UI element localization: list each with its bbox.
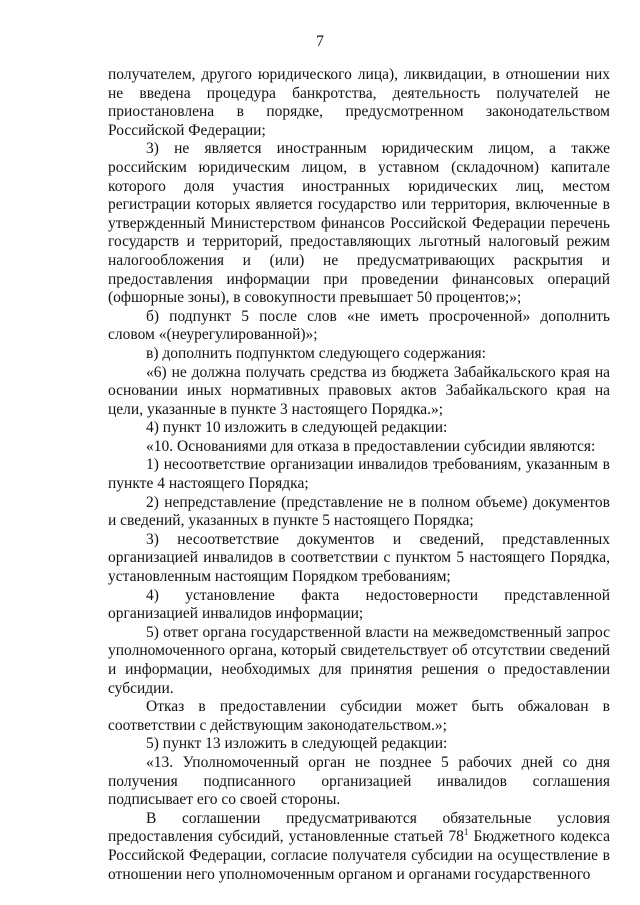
page-number: 7: [316, 33, 324, 50]
paragraph: получателем, другого юридического лица), ликвидации, в отношении них не введена процедура банкротства, деятельность получателей не приостановлена в порядке, предусмотренном законодательством Российской Федерации;: [108, 66, 610, 139]
paragraph: 5) ответ органа государственной власти на межведомственный запрос уполномоченного органа, который свидетельствует об отсутствии сведений и информации, необходимых для принятия решения о предоставлении субсидии.: [108, 623, 610, 697]
paragraph: 3) не является иностранным юридическим лицом, а также российским юридическим лицом, в уставном (складочном) капитале которого доля участия иностранных юридических лиц, местом регистрации которых является государство или территория, включенные в утвержденный Министерством финансов Российской Федерации перечень государств и территорий, предоставляющих льготный налоговый режим налогообложения и (или) не предусматривающих раскрытия и предоставления информации при проведении финансовых операций (офшорные зоны), в совокупности превышает 50 процентов;»;: [108, 140, 610, 307]
paragraph: в) дополнить подпунктом следующего содержания:: [146, 344, 486, 362]
superscript: 1: [463, 827, 469, 838]
document-body: [108, 66, 610, 884]
paragraph: 4) пункт 10 изложить в следующей редакции:: [146, 419, 448, 437]
paragraph: 4) установление факта недостоверности представленной организацией инвалидов информации;: [108, 586, 610, 623]
paragraph-text: Бюджетного кодекса Российской Федерации, согласие получателя субсидии на осуществление в отношении него уполномоченным органом и органами государственного: [108, 828, 610, 883]
paragraph: 1) несоответствие организации инвалидов требованиям, указанным в пункте 4 настоящего Порядка;: [108, 456, 610, 493]
paragraph: «6) не должна получать средства из бюджета Забайкальского края на основании иных нормативных правовых актов Забайкальского края на цели, указанные в пункте 3 настоящего Порядка.»;: [108, 363, 610, 418]
paragraph: 5) пункт 13 изложить в следующей редакции:: [146, 735, 448, 753]
paragraph-text: В соглашении предусматриваются обязательные условия предоставления субсидий, установленные статьей 78: [108, 809, 610, 846]
paragraph: 3) несоответствие документов и сведений, представленных организацией инвалидов в соответствии с пунктом 5 настоящего Порядка, установленным настоящим Порядком требованиям;: [108, 530, 610, 586]
paragraph-last: [108, 810, 610, 884]
paragraph: б) подпункт 5 после слов «не иметь просроченной» дополнить словом «(неурегулированной)»;: [108, 307, 610, 344]
paragraph: 2) непредставление (представление не в полном объеме) документов и сведений, указанных в пункте 5 настоящего Порядка;: [108, 493, 610, 530]
paragraph: Отказ в предоставлении субсидии может быть обжалован в соответствии с действующим законодательством.»;: [108, 698, 610, 734]
paragraph: «10. Основаниями для отказа в предоставлении субсидии являются:: [146, 437, 596, 455]
paragraph: «13. Уполномоченный орган не позднее 5 рабочих дней со дня получения подписанного организацией инвалидов соглашения подписывает его со своей стороны.: [108, 753, 610, 809]
